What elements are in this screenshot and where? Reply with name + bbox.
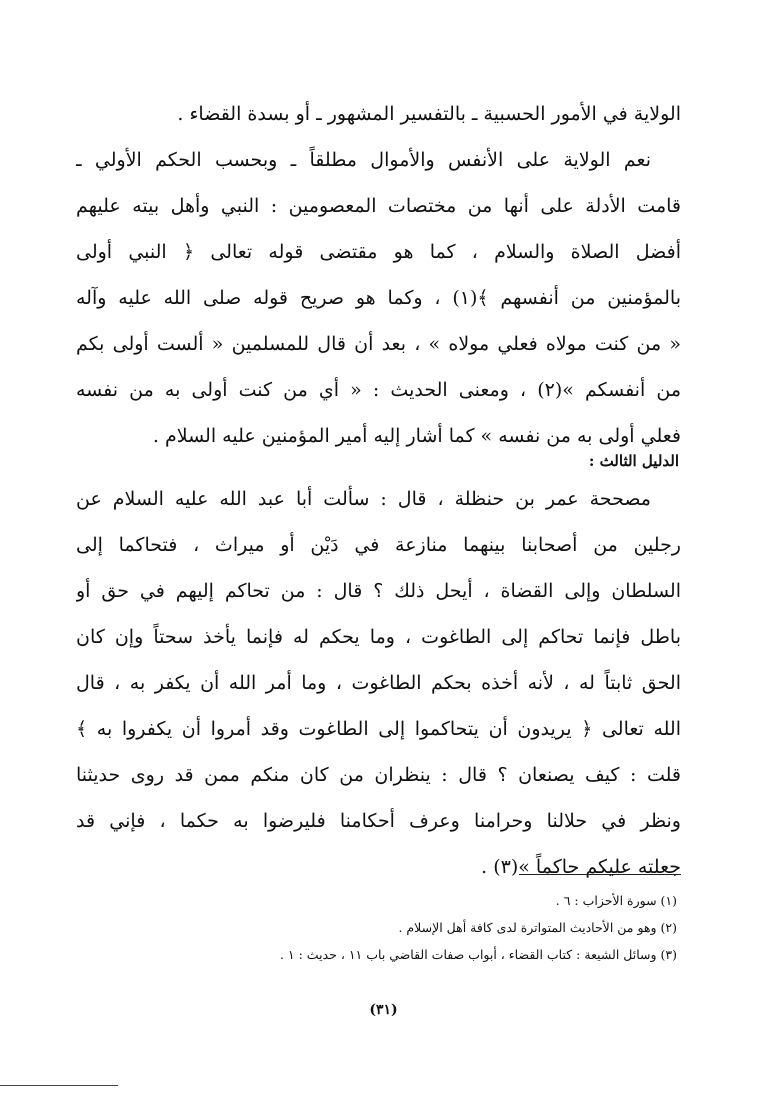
text-line: بالمؤمنين من أنفسهم ﴾(١) ، وكما هو صريح قوله صلى الله عليه وآله <box>76 287 681 309</box>
text-line: جعلته عليكم حاكماً »(٣) . <box>481 856 681 878</box>
scan-edge-line <box>0 1085 118 1086</box>
text-line: قلت : كيف يصنعان ؟ قال : ينظران من كان منكم ممن قد روى حديثنا <box>76 764 681 786</box>
paragraph-2 <box>76 137 681 459</box>
paragraph-3 <box>76 476 681 890</box>
text-line: ونظر في حلالنا وحرامنا وعرف أحكامنا فليرضوا به حكما ، فإني قد <box>76 810 681 832</box>
footnote-1: (١) سورة الأحزاب : ٦ . <box>555 893 677 908</box>
footnote-divider <box>519 874 681 875</box>
text-line: رجلين من أصحابنا بينهما منازعة في دَيْن أو ميراث ، فتحاكما إلى <box>76 534 681 556</box>
text-line: فعلي أولى به من نفسه » كما أشار إليه أمير المؤمنين عليه السلام . <box>152 425 681 447</box>
footnotes <box>280 887 677 968</box>
text-line: السلطان وإلى القضاة ، أيحل ذلك ؟ قال : من تحاكم إليهم في حق أو <box>76 580 681 602</box>
text-line: قامت الأدلة على أنها من مختصات المعصومين : النبي وأهل بيته عليهم <box>76 195 681 217</box>
text-line: « من كنت مولاه فعلي مولاه » ، بعد أن قال للمسلمين « ألست أولى بكم <box>76 333 681 355</box>
footnote-3: (٣) وسائل الشيعة : كتاب القضاء ، أبواب صفات القاضي باب ١١ ، حديث : ١ . <box>279 947 677 962</box>
text-line: الله تعالى ﴿ يريدون أن يتحاكموا إلى الطاغوت وقد أمروا أن يكفروا به ﴾ <box>76 718 681 740</box>
text-line: الولاية في الأمور الحسبية ـ بالتفسير المشهور ـ أو بسدة القضاء . <box>177 103 681 125</box>
page-number: (٣١) <box>369 1002 398 1018</box>
section-heading: الدليل الثالث : <box>588 452 679 470</box>
text-line: أفضل الصلاة والسلام ، كما هو مقتضى قوله تعالى ﴿ النبي أولى <box>76 241 681 263</box>
text-line: نعم الولاية على الأنفس والأموال مطلقاً ـ وبحسب الحكم الأولي ـ <box>76 149 651 171</box>
text-line: مصححة عمر بن حنظلة ، قال : سألت أبا عبد الله عليه السلام عن <box>76 488 651 510</box>
paragraph-1 <box>76 91 681 137</box>
text-line: من أنفسكم »(٢) ، ومعنى الحديث : « أي من كنت أولى به من نفسه <box>76 379 681 401</box>
text-line: الحق ثابتاً له ، لأنه أخذه بحكم الطاغوت ، وما أمر الله أن يكفر به ، قال <box>76 672 681 694</box>
text-line: باطل فإنما تحاكم إلى الطاغوت ، وما يحكم له فإنما يأخذ سحتاً وإن كان <box>76 626 681 648</box>
footnote-2: (٢) وهو من الأحاديث المتواترة لدى كافة أهل الإسلام . <box>398 920 677 935</box>
